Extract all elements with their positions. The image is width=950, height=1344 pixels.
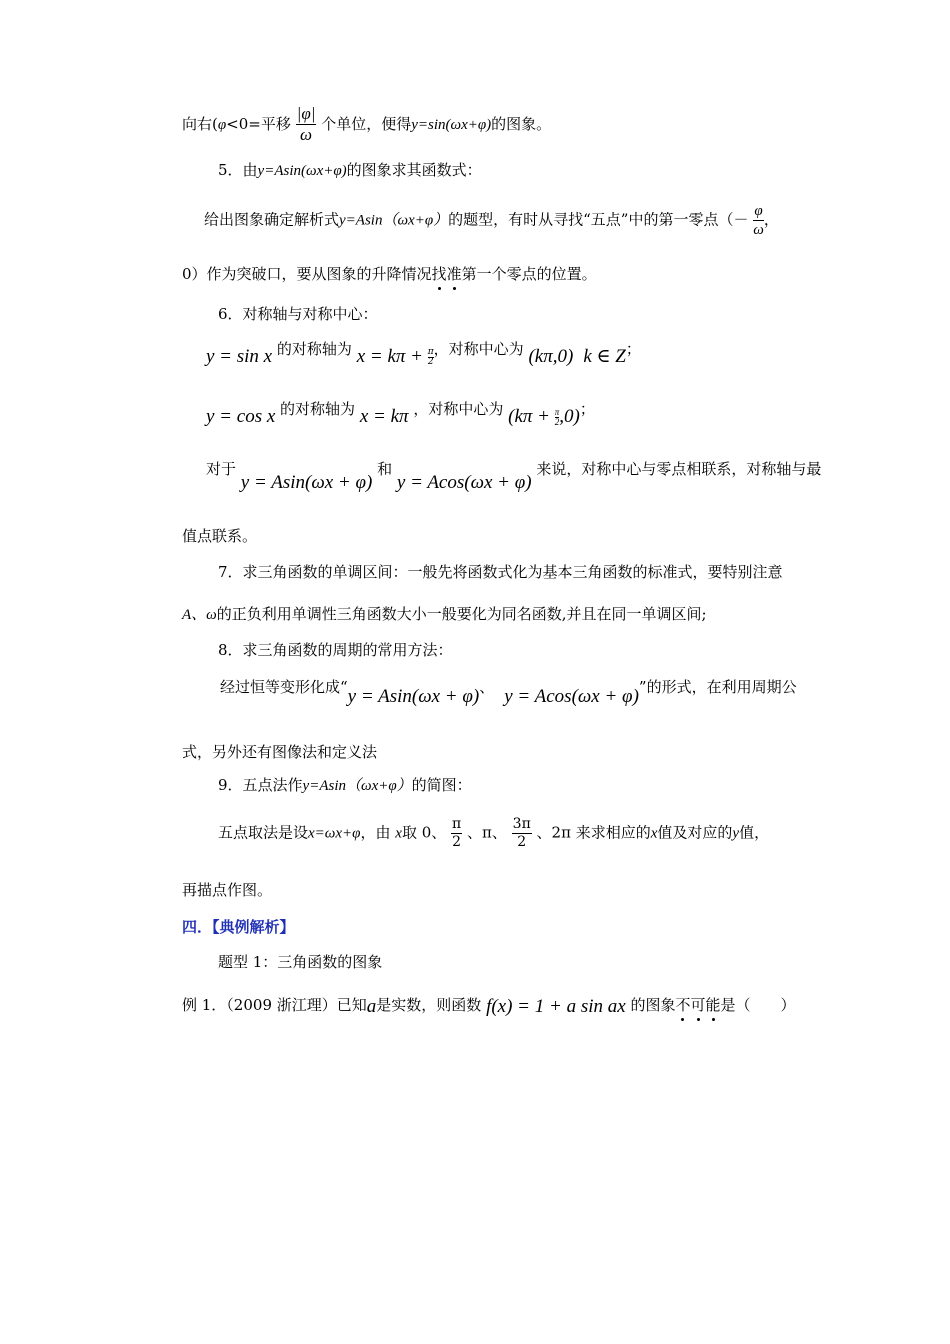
item-5-body: 给出图象确定解析式y=Asin（ωx+φ）的题型，有时从寻找“五点”中的第一零点（－ $\frac{\varphi}{\omega}$ ， <box>204 203 779 238</box>
item-6-heading: 6．对称轴与对称中心： <box>218 305 378 323</box>
example-1-question: 例 1．（2009 浙江理）已知a是实数，则函数 f(x) = 1 + a sin ax 的图象不可能是（ ） <box>182 996 796 1017</box>
item-9-body: 五点取法是设x=ωx+φ，由 x取 0、 $\frac{\pi}{2}$ 、π、 $\frac{3\pi}{2}$ 、2π 来求相应的x值及对应的y值， <box>218 816 770 850</box>
symmetry-relation-cont: 值点联系。 <box>182 527 258 545</box>
item-9-cont: 再描点作图。 <box>182 881 273 899</box>
phi-over-omega-fraction: $\frac{|\varphi|}{\omega}$ <box>296 104 316 145</box>
item-8-cont: 式，另外还有图像法和定义法 <box>182 743 378 761</box>
question-type-label: 题型 1：三角函数的图象 <box>218 953 383 971</box>
line-shift-right: 向右(φ<0=平移 $\frac{|\varphi|}{\omega}$ 个单位，便得y=sin(ωx+φ)的图象。 <box>182 104 552 145</box>
sin-symmetry-line: y = sin x 的对称轴为 x = kπ + $\frac{\pi}{2}$，对称中心为 (kπ,0) k ∈ Z； <box>206 340 641 367</box>
pi-over-2-fraction: $\frac{\pi}{2}$ <box>427 347 434 367</box>
3pi-over-2-fraction: $\frac{3\pi}{2}$ <box>512 816 531 850</box>
item-9-heading: 9．五点法作y=Asin（ωx+φ）的简图： <box>218 776 472 794</box>
item-8-heading: 8．求三角函数的周期的常用方法： <box>218 641 453 659</box>
symmetry-relation-line: 对于 y = Asin(ωx + φ) 和 y = Acos(ωx + φ) 来说，对称中心与零点相联系，对称轴与最 <box>206 460 822 493</box>
item-7-line: 7．求三角函数的单调区间：一般先将函数式化为基本三角函数的标准式，要特别注意 <box>218 563 783 581</box>
item-7-cont: A、ω的正负利用单调性三角函数大小一般要化为同名函数,并且在同一单调区间; <box>182 605 707 623</box>
phi-over-omega-fraction: $\frac{\varphi}{\omega}$ <box>753 203 764 238</box>
cos-symmetry-line: y = cos x 的对称轴为 x = kπ ，对称中心为 (kπ + $\frac{\pi}{2},0$)； <box>206 400 595 428</box>
pi-over-2-fraction: $\frac{\pi}{2}$ <box>452 816 462 850</box>
item-5-body-cont: 0）作为突破口，要从图象的升降情况找准第一个零点的位置。 <box>182 265 597 283</box>
section-heading: 四．【典例解析】 <box>182 918 295 936</box>
pi-over-2-fraction: $\frac{\pi}{2}$ <box>554 407 560 428</box>
item-8-body: 经过恒等变形化成“y = Asin(ωx + φ)、 y = Acos(ωx + φ)”的形式，在利用周期公 <box>220 678 797 707</box>
item-5-heading: 5．由y=Asin(ωx+φ)的图象求其函数式： <box>218 161 482 179</box>
